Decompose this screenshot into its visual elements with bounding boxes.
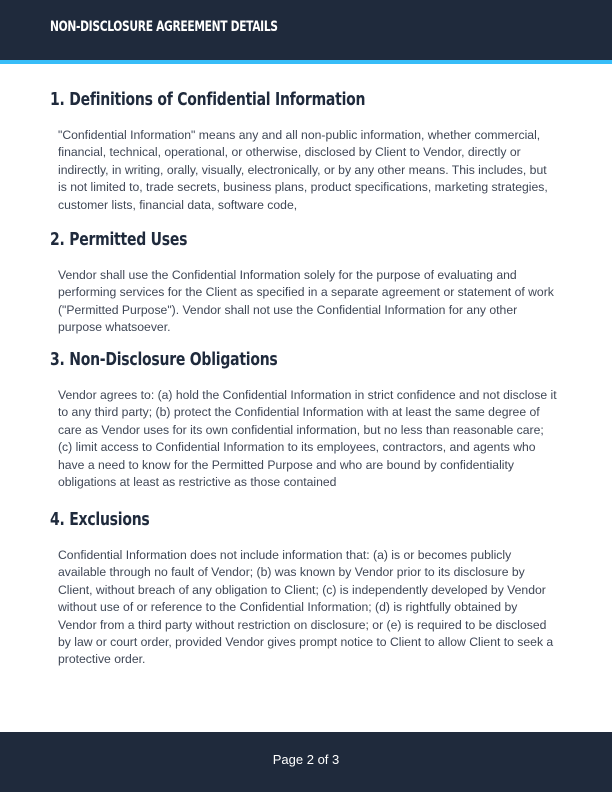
- section-heading: 4. Exclusions: [50, 510, 150, 530]
- section-heading: 3. Non-Disclosure Obligations: [50, 350, 278, 370]
- section-permitted-uses: [50, 229, 560, 337]
- document-title: NON-DISCLOSURE AGREEMENT DETAILS: [50, 19, 278, 35]
- section-heading: 2. Permitted Uses: [50, 230, 188, 250]
- page-header: [0, 0, 612, 64]
- section-text: Confidential Information does not include information that: (a) is or becomes publicly available through no fault of Vendor; (b) was known by Vendor prior to its disclosure by Client, without breach of any obligation to Client; (c) is independently developed by Vendor without use of or reference to the Confidential Information; (d) is rightfully obtained by Vendor from a third party without restriction on disclosure; or (e) is required to be disclosed by law or court order, provided Vendor gives prompt notice to Client to allow Client to seek a protective order.: [58, 548, 554, 667]
- section-text: Vendor agrees to: (a) hold the Confidential Information in strict confidence and not disclose it to any third party; (b) protect the Confidential Information with at least the same degree of care as Vendor uses for its own confidential information, but no less than reasonable care; (c) limit access to Confidential Information to its employees, contractors, and agents who have a need to know for the Permitted Purpose and who are bound by confidentiality obligations at least as restrictive as those contained: [58, 388, 557, 490]
- section-text: "Confidential Information" means any and all non-public information, whether commercial, financial, technical, operational, or otherwise, disclosed by Client to Vendor, directly or indirectly, in writing, orally, visually, electronically, or by any other means. This includes, but is not limited to, trade secrets, business plans, product specifications, marketing strategies, customer lists, financial data, software code,: [58, 128, 548, 212]
- section-exclusions: [50, 509, 560, 669]
- section-heading: 1. Definitions of Confidential Information: [50, 90, 366, 110]
- section-definitions: [50, 89, 560, 214]
- section-text: Vendor shall use the Confidential Information solely for the purpose of evaluating and performing services for the Client as specified in a separate agreement or statement of work ("Permitted Purpose"). Vendor shall not use the Confidential Information for any other purpose whatsoever.: [58, 268, 554, 335]
- page-number: Page 2 of 3: [272, 752, 340, 767]
- page-footer: [0, 732, 612, 792]
- section-non-disclosure-obligations: [50, 349, 560, 491]
